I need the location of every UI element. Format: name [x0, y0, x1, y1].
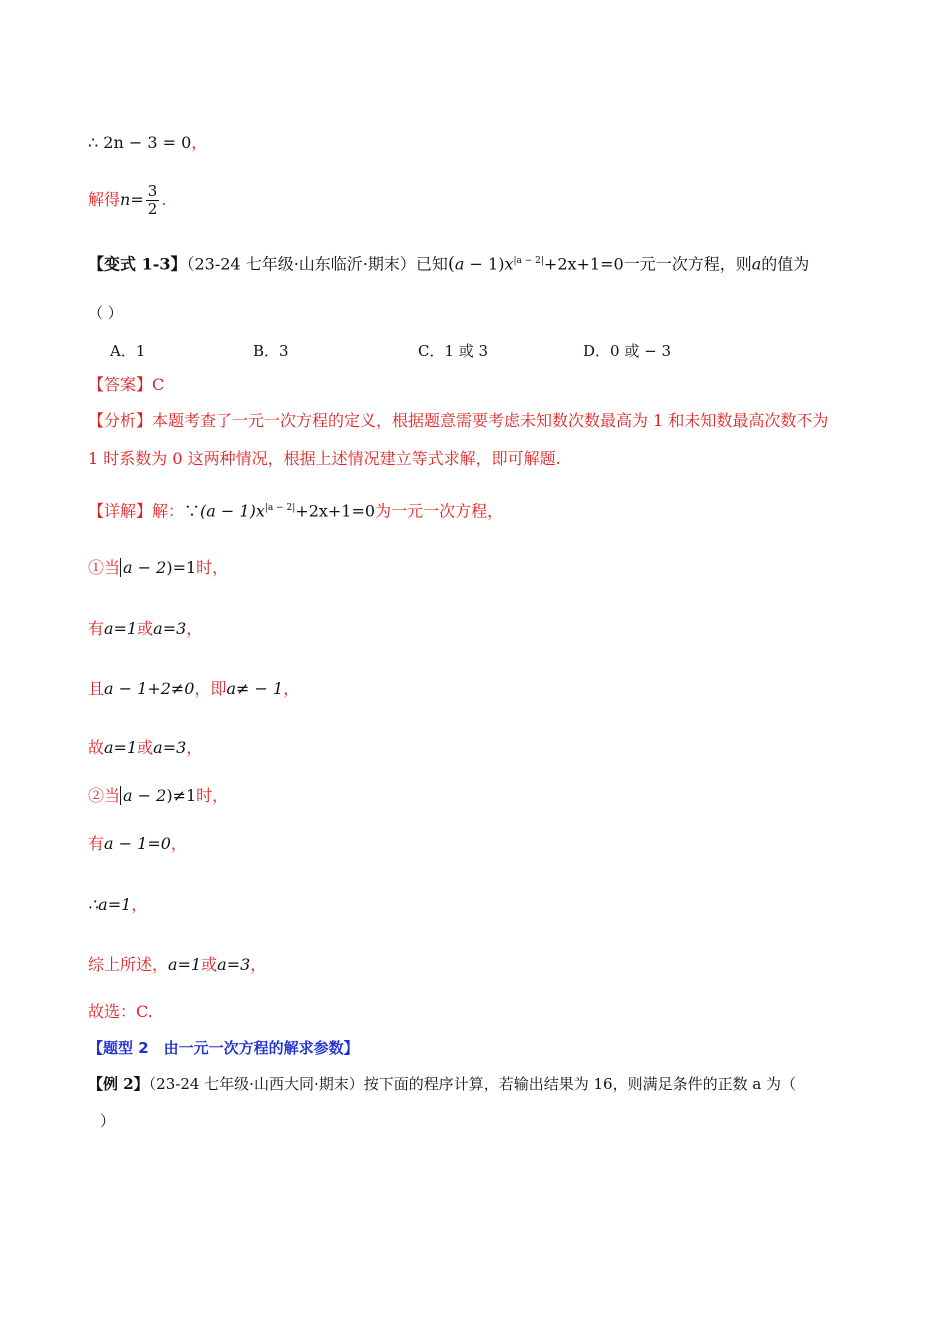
- step-prefix: ①当: [88, 558, 121, 577]
- expr-a: a: [454, 254, 465, 274]
- option-c: C．1 或 3: [418, 342, 489, 360]
- step-or: 或: [201, 955, 218, 974]
- detail-expr: (a − 1)x: [200, 501, 265, 521]
- analysis-text-1: 本题考查了一元一次方程的定义，根据题意需要考虑未知数次数最高为 1 和未知数最高次数不为: [152, 411, 829, 430]
- analysis-tag: 【分析】: [88, 411, 153, 430]
- detail-step-7: [88, 894, 147, 916]
- expr-x: x: [504, 254, 514, 274]
- step-expr-2: a≠ − 1: [226, 679, 284, 698]
- example-tag: 【例 2】: [88, 1075, 149, 1093]
- variant-question: 【变式 1-3】（23-24 七年级·山东临沂·期末）已知$(a - 1)x^{|a - 2|}+2x+1=0$一元一次方程，则a的值为: [88, 253, 810, 275]
- step-expr: a=1: [104, 738, 138, 757]
- step-end: ，: [131, 895, 148, 914]
- step-or: 或: [137, 619, 154, 638]
- because-symbol: ∵: [184, 501, 201, 521]
- step-expr: a − 2: [120, 786, 166, 805]
- step-prefix: 综上所述，: [88, 955, 169, 974]
- punct: .: [161, 190, 167, 209]
- step-expr-2: a=3: [217, 955, 251, 974]
- detail-intro-end: 为一元一次方程，: [375, 501, 504, 521]
- answer-line: [88, 374, 164, 396]
- variant-source: （23-24 七年级·山东临沂·期末）已知: [186, 254, 448, 274]
- detail-step-4: [88, 737, 202, 759]
- expr-rest: +2x+1=0: [543, 254, 624, 274]
- detail-intro-text: 解：: [152, 501, 185, 521]
- variant-var: a: [751, 254, 762, 274]
- step-end: 时，: [196, 558, 229, 577]
- step-end: ，: [186, 738, 203, 757]
- detail-tag: 【详解】: [88, 501, 153, 521]
- step-expr: a − 2: [120, 558, 166, 577]
- step-prefix: 故: [88, 738, 105, 757]
- step-end: 时，: [196, 786, 229, 805]
- analysis-line-2: 1 时系数为 0 这两种情况，根据上述情况建立等式求解，即可解题.: [88, 449, 561, 468]
- detail-step-1: ①当 a − 2)=1时，: [88, 558, 229, 577]
- example-2: [88, 1073, 796, 1095]
- punct: ，: [191, 133, 208, 152]
- solve-eq: =: [130, 190, 144, 209]
- variant-text-end: 的值为: [761, 254, 810, 274]
- step-expr-2: a=3: [153, 738, 187, 757]
- option-d: D．0 或 − 3: [583, 342, 671, 360]
- step-prefix: 且: [88, 679, 105, 698]
- therefore-line: [88, 132, 207, 154]
- detail-step-2: [88, 618, 202, 640]
- step-expr: a − 1+2≠0: [104, 679, 195, 698]
- step-expr: ∴a=1: [88, 895, 132, 914]
- step-expr: a − 1=0: [104, 834, 171, 853]
- solve-var: n: [120, 190, 131, 209]
- detail-step-6: [88, 833, 187, 855]
- step-prefix: ②当: [88, 786, 121, 805]
- step-rest: =1: [172, 558, 197, 577]
- detail-step-3: [88, 678, 299, 700]
- step-expr: a=1: [168, 955, 202, 974]
- example-paren-end: ）: [100, 1112, 116, 1130]
- detail-step-5: ②当 a − 2)≠1时，: [88, 786, 229, 805]
- step-prefix: 有: [88, 834, 105, 853]
- fraction-num: 3: [147, 182, 158, 200]
- analysis-line-1: [88, 410, 828, 432]
- option-b: B．3: [253, 342, 289, 360]
- variant-paren: （ ）: [88, 304, 123, 322]
- step-prefix: 有: [88, 619, 105, 638]
- step-end: ，: [186, 619, 203, 638]
- therefore-symbol: ∴: [88, 133, 99, 152]
- section-title: 【题型 2 由一元一次方程的解求参数】: [88, 1039, 359, 1057]
- expr-mid: − 1): [464, 254, 505, 274]
- detail-expr-rest: +2x+1=0: [295, 501, 376, 521]
- equation: 2n − 3 = 0: [103, 133, 192, 152]
- answer-value: C: [152, 375, 165, 394]
- detail-expr-sup: |a − 2|: [264, 503, 296, 513]
- example-text: （23-24 七年级·山西大同·期末）按下面的程序计算，若输出结果为 16，则满足条件的正数 a 为（: [148, 1075, 797, 1093]
- step-end: ，: [283, 679, 300, 698]
- variant-text: 一元一次方程，则: [623, 254, 752, 274]
- variant-tag: 【变式 1-3】: [88, 254, 187, 274]
- step-rest: ≠1: [172, 786, 197, 805]
- fraction: [146, 183, 160, 218]
- answer-tag: 【答案】: [88, 375, 153, 394]
- step-or: 或: [137, 738, 154, 757]
- step-end: ，: [250, 955, 267, 974]
- solve-line: [88, 182, 166, 218]
- detail-intro: [88, 497, 503, 522]
- option-a: A．1: [110, 342, 146, 360]
- step-end: ，: [170, 834, 187, 853]
- fraction-den: 2: [147, 200, 158, 218]
- expr-sup: |a − 2|: [513, 256, 544, 266]
- detail-conclusion: 故选：C.: [88, 1002, 153, 1021]
- solve-prefix: 解得: [88, 190, 121, 209]
- detail-step-8: [88, 954, 266, 976]
- step-expr: a=1: [104, 619, 138, 638]
- step-expr-2: a=3: [153, 619, 187, 638]
- step-mid: ，即: [194, 679, 227, 698]
